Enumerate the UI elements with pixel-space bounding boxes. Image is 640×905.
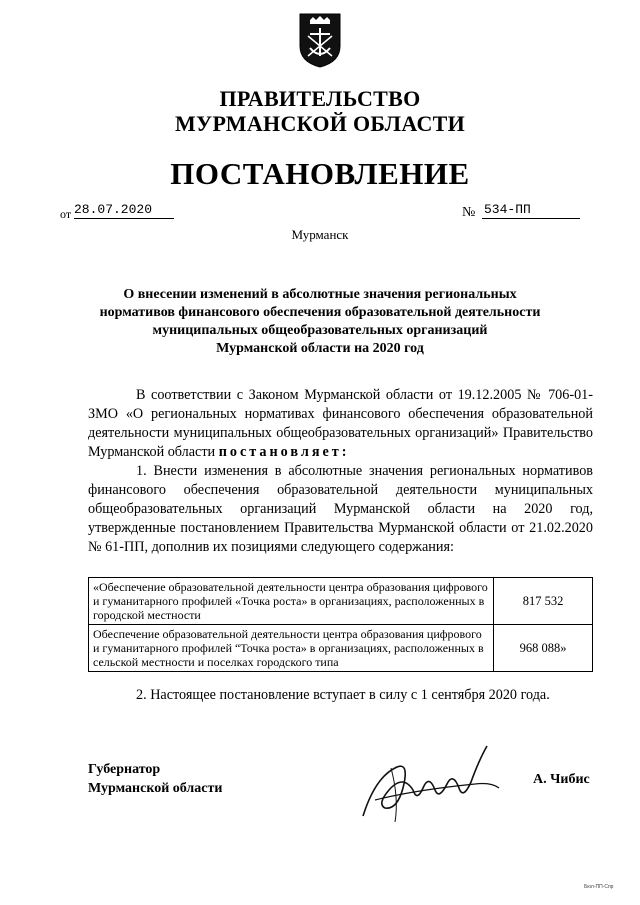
- position-line: Мурманской области: [88, 781, 223, 796]
- government-title-line2: МУРМАНСКОЙ ОБЛАСТИ: [174, 111, 466, 136]
- document-title: [90, 286, 550, 358]
- position-line: Губернатор: [88, 762, 161, 777]
- printer-mark: Бюл-ПП-Спр: [584, 884, 614, 890]
- table-row: [89, 578, 593, 625]
- table-cell-description: Обеспечение образовательной деятельности центра образования цифрового и гуманитарного профилей “Точка роста» в организациях, расположенных в сельской местности и поселках городского типа: [89, 625, 494, 672]
- number-label: №: [462, 205, 476, 220]
- signatory-name: А. Чибис: [533, 772, 590, 787]
- table-row: [89, 625, 593, 672]
- item-2-paragraph: 2. Настоящее постановление вступает в силу с 1 сентября 2020 года.: [136, 687, 550, 703]
- preamble-paragraph: [88, 386, 593, 462]
- table-cell-description: «Обеспечение образовательной деятельности центра образования цифрового и гуманитарного профилей «Точка роста» в организациях, расположенных в городской местности: [89, 578, 494, 625]
- document-kind: ПОСТАНОВЛЕНИЕ: [170, 156, 470, 191]
- date-label: от: [60, 207, 72, 221]
- title-line: О внесении изменений в абсолютные значения региональных: [123, 287, 517, 302]
- decree-word: постановляет:: [218, 444, 350, 460]
- signatory-position: [88, 760, 222, 798]
- city: Мурманск: [291, 227, 349, 242]
- preamble-text: В соответствии с Законом Мурманской области от 19.12.2005 № 706-01-ЗМО «О региональных нормативах финансового обеспечения образовательной деятельности муниципальных общеобразовательных организаций» Правительство Мурманской области: [88, 387, 593, 460]
- title-line: муниципальных общеобразовательных организаций: [152, 323, 488, 338]
- government-title-line1: ПРАВИТЕЛЬСТВО: [219, 86, 421, 111]
- handwritten-signature-icon: [355, 738, 505, 828]
- table-cell-value: 817 532: [494, 578, 593, 625]
- coat-of-arms-icon: [298, 12, 342, 68]
- document-number: 534-ПП: [482, 202, 580, 219]
- table-cell-value: 968 088»: [494, 625, 593, 672]
- document-body: [88, 386, 593, 557]
- document-date: 28.07.2020: [74, 202, 174, 219]
- title-line: нормативов финансового обеспечения образовательной деятельности: [99, 305, 541, 320]
- item-1-paragraph: 1. Внести изменения в абсолютные значения региональных нормативов финансового обеспечения образовательной деятельности муниципальных общеобразовательных организаций Мурманской области на 2020 год, утвержденные постановлением Правительства Мурманской области от 21.02.2020 № 61-ПП, дополнив их позициями следующего содержания:: [88, 463, 593, 555]
- normatives-table: [88, 577, 593, 672]
- title-line: Мурманской области на 2020 год: [216, 341, 424, 356]
